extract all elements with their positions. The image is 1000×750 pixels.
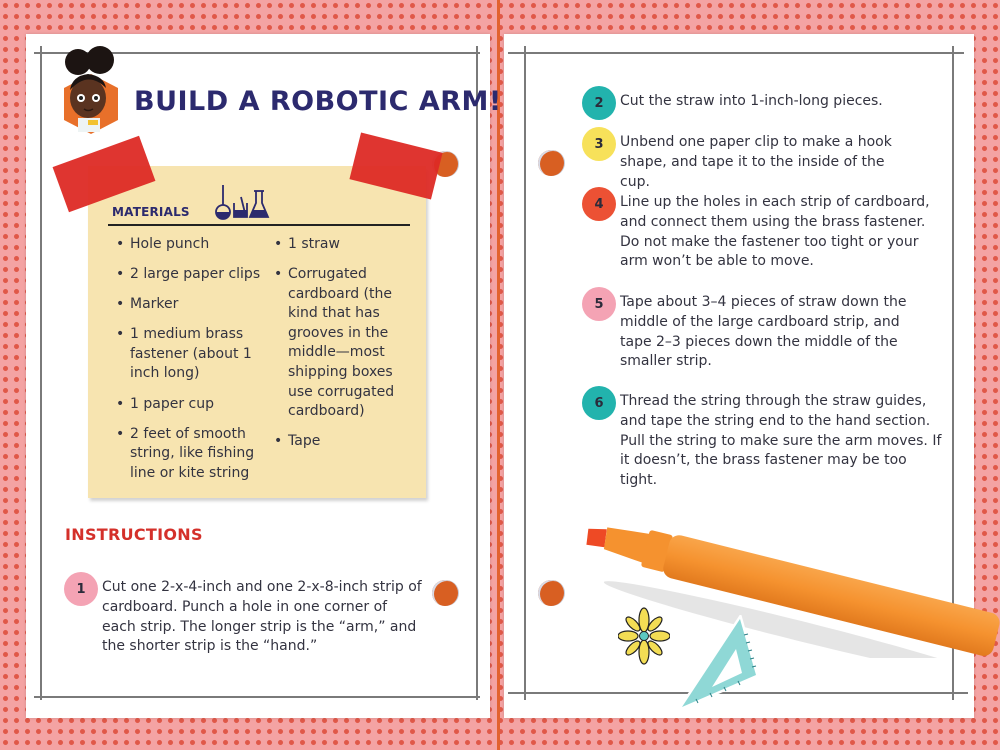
instruction-step-6 [582, 392, 942, 491]
step-number-badge: 5 [582, 287, 616, 321]
yellow-flower-icon [618, 606, 670, 666]
material-item: • Hole punch [116, 235, 266, 255]
step-text: Line up the holes in each strip of cardboard, and connect them using the brass fastener. Do not make the fastener too tight or your arm won’t be able to move. [620, 194, 930, 270]
material-item: • Tape [274, 432, 404, 452]
punch-hole [538, 150, 564, 176]
step-number-badge: 4 [582, 187, 616, 221]
punch-hole [538, 580, 564, 606]
frame-left [524, 46, 526, 700]
step-number-badge: 6 [582, 386, 616, 420]
triangle-ruler-icon [680, 615, 760, 711]
character-avatar-icon [56, 46, 126, 136]
instructions-heading: INSTRUCTIONS [65, 525, 203, 544]
material-item: • 1 paper cup [116, 395, 266, 415]
step-number-badge: 2 [582, 86, 616, 120]
materials-list-column-1 [116, 235, 266, 494]
frame-top [508, 52, 964, 54]
instruction-step-5 [582, 293, 932, 372]
step-text: Tape about 3–4 pieces of straw down the middle of the large cardboard strip, and tape 2–3 pieces down the middle of the smaller strip. [620, 294, 907, 370]
step-text: Cut one 2-x-4-inch and one 2-x-8-inch strip of cardboard. Punch a hole in one corner of each strip. The longer strip is the “arm,” and the shorter strip is the “hand.” [102, 579, 422, 655]
step-text: Unbend one paper clip to make a hook shape, and tape it to the inside of the cup. [620, 134, 892, 190]
instruction-step-4 [582, 193, 942, 272]
step-text: Cut the straw into 1-inch-long pieces. [620, 93, 883, 109]
frame-bottom [34, 696, 480, 698]
material-item: • Marker [116, 295, 266, 315]
material-item: • 2 large paper clips [116, 265, 266, 285]
step-number-badge: 3 [582, 127, 616, 161]
lab-flasks-icon [214, 183, 270, 221]
material-item: • 2 feet of smooth string, like fishing line or kite string [116, 425, 266, 484]
frame-left [40, 46, 42, 700]
instruction-step-2 [582, 92, 942, 120]
step-number-badge: 1 [64, 572, 98, 606]
material-item: • Corrugated cardboard (the kind that has grooves in the middle—most shipping boxes use corrugated cardboard) [274, 265, 404, 422]
material-item: • 1 straw [274, 235, 404, 255]
materials-heading: MATERIALS [112, 205, 190, 219]
materials-divider [108, 224, 410, 226]
step-text: Thread the string through the straw guides, and tape the string end to the hand section. Pull the string to make sure the arm moves. If it doesn’t, the brass fastener may be too tight. [620, 393, 942, 489]
page-title: BUILD A ROBOTIC ARM! [134, 86, 502, 117]
material-item: • 1 medium brass fastener (about 1 inch long) [116, 325, 266, 384]
instruction-step-1 [64, 578, 424, 657]
materials-list-column-2 [274, 235, 404, 462]
frame-right [476, 46, 478, 700]
instruction-step-3 [582, 133, 912, 192]
punch-hole [432, 580, 458, 606]
